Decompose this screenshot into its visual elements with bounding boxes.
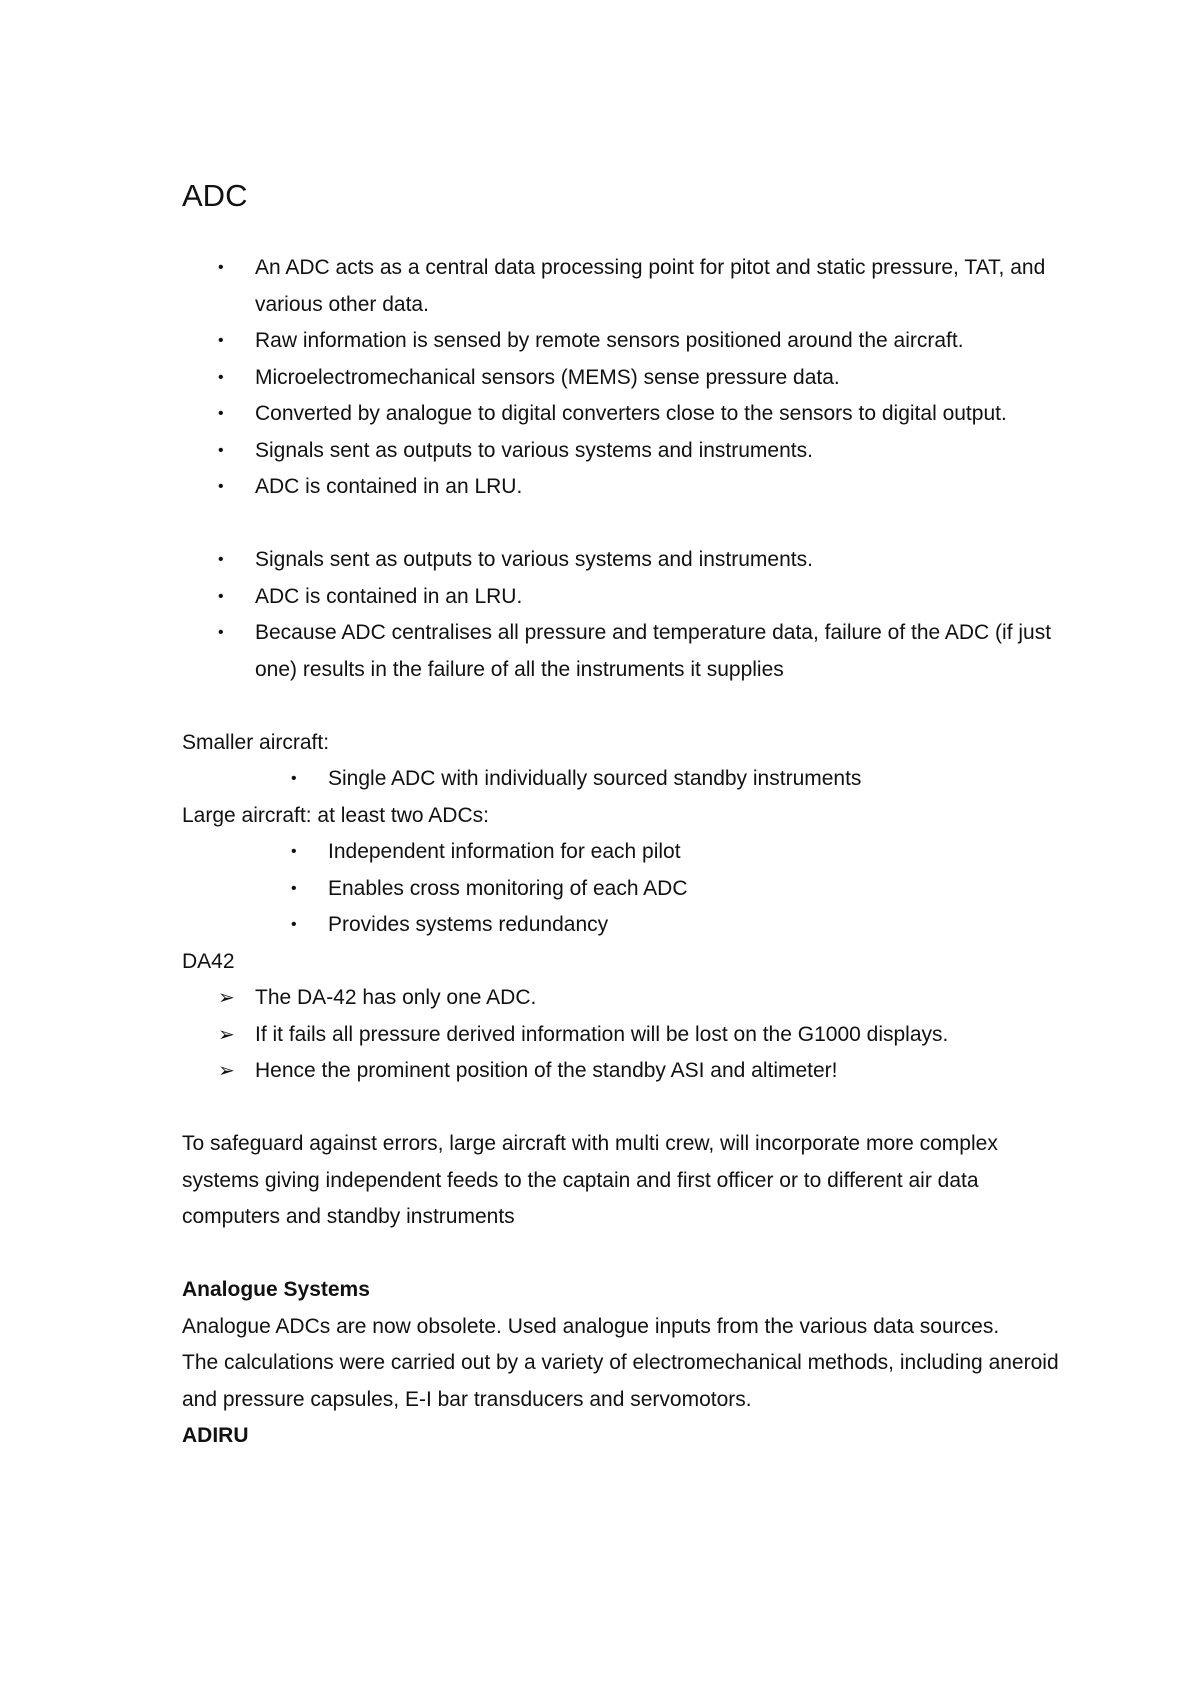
list-item-text: Independent information for each pilot <box>328 840 681 863</box>
list-item-text: ADC is contained in an LRU. <box>255 475 523 498</box>
list-item <box>182 250 1062 323</box>
arrow-list-da42 <box>182 980 1062 1090</box>
list-item <box>182 1017 1062 1054</box>
list-item <box>182 761 1062 798</box>
list-item <box>182 433 1062 470</box>
bullet-icon: • <box>291 770 297 787</box>
bullet-icon: • <box>218 478 224 495</box>
list-item <box>182 579 1062 616</box>
bullet-icon: • <box>218 624 224 641</box>
list-item-text: Enables cross monitoring of each ADC <box>328 876 688 900</box>
list-item-text: Provides systems redundancy <box>328 913 609 936</box>
smaller-aircraft-heading: Smaller aircraft: <box>182 730 330 754</box>
page-title: ADC <box>182 178 248 213</box>
bullet-icon: • <box>218 441 224 459</box>
list-item <box>182 323 1062 360</box>
bullet-icon: • <box>291 916 297 933</box>
spacer <box>182 506 1062 543</box>
bullet-icon: • <box>218 551 224 568</box>
list-item <box>182 871 1062 908</box>
bullet-icon: • <box>218 405 224 422</box>
list-item <box>182 834 1062 871</box>
analogue-systems-heading: Analogue Systems <box>182 1278 370 1301</box>
adiru-heading: ADIRU <box>182 1424 249 1447</box>
list-item-text: Raw information is sensed by remote sensors positioned around the aircraft. <box>255 329 964 352</box>
analogue-paragraph-2: The calculations were carried out by a variety of electromechanical methods, including aneroid and pressure capsules, E-I bar transducers and servomotors. <box>182 1351 1059 1411</box>
list-item <box>182 542 1062 579</box>
list-item <box>182 907 1062 944</box>
spacer <box>182 1236 1062 1273</box>
bullet-list-large-aircraft <box>182 834 1062 944</box>
arrow-bullet-icon: ➢ <box>218 1060 235 1082</box>
document-page <box>182 176 1062 1455</box>
list-item <box>182 1053 1062 1090</box>
arrow-bullet-icon: ➢ <box>218 987 235 1009</box>
list-item-text: Signals sent as outputs to various systems and instruments. <box>255 548 813 571</box>
spacer <box>182 688 1062 725</box>
list-item <box>182 360 1062 397</box>
bullet-list-failure <box>182 542 1062 688</box>
list-item-text: Because ADC centralises all pressure and temperature data, failure of the ADC (if just one) results in the failure of all the instruments it supplies <box>255 621 1052 681</box>
list-item <box>182 615 1062 688</box>
list-item-text: The DA-42 has only one ADC. <box>255 986 537 1009</box>
bullet-icon: • <box>291 843 297 860</box>
arrow-bullet-icon: ➢ <box>218 1023 235 1046</box>
list-item-text: Single ADC with individually sourced standby instruments <box>328 767 862 790</box>
bullet-icon: • <box>218 368 224 386</box>
list-item-text: ADC is contained in an LRU. <box>255 584 523 608</box>
bullet-list-smaller-aircraft <box>182 761 1062 798</box>
list-item <box>182 980 1062 1017</box>
bullet-icon: • <box>218 587 224 605</box>
safeguard-paragraph: To safeguard against errors, large aircraft with multi crew, will incorporate more complex systems giving independent feeds to the captain and first officer or to different air data computers and standby instruments <box>182 1132 998 1228</box>
list-item-text: Converted by analogue to digital converters close to the sensors to digital output. <box>255 402 1007 425</box>
bullet-icon: • <box>291 879 297 897</box>
spacer <box>182 1090 1062 1127</box>
list-item-text: Signals sent as outputs to various systems and instruments. <box>255 438 813 462</box>
list-item-text: If it fails all pressure derived information will be lost on the G1000 displays. <box>255 1022 949 1046</box>
list-item-text: Hence the prominent position of the standby ASI and altimeter! <box>255 1059 838 1082</box>
list-item-text: Microelectromechanical sensors (MEMS) sense pressure data. <box>255 365 840 389</box>
analogue-paragraph-1: Analogue ADCs are now obsolete. Used analogue inputs from the various data sources. <box>182 1314 1000 1338</box>
list-item <box>182 469 1062 506</box>
list-item-text: An ADC acts as a central data processing point for pitot and static pressure, TAT, and various other data. <box>255 256 1046 316</box>
large-aircraft-heading: Large aircraft: at least two ADCs: <box>182 803 489 827</box>
list-item <box>182 396 1062 433</box>
da42-heading: DA42 <box>182 949 235 973</box>
bullet-icon: • <box>218 259 224 276</box>
bullet-list-overview <box>182 250 1062 506</box>
bullet-icon: • <box>218 332 224 349</box>
